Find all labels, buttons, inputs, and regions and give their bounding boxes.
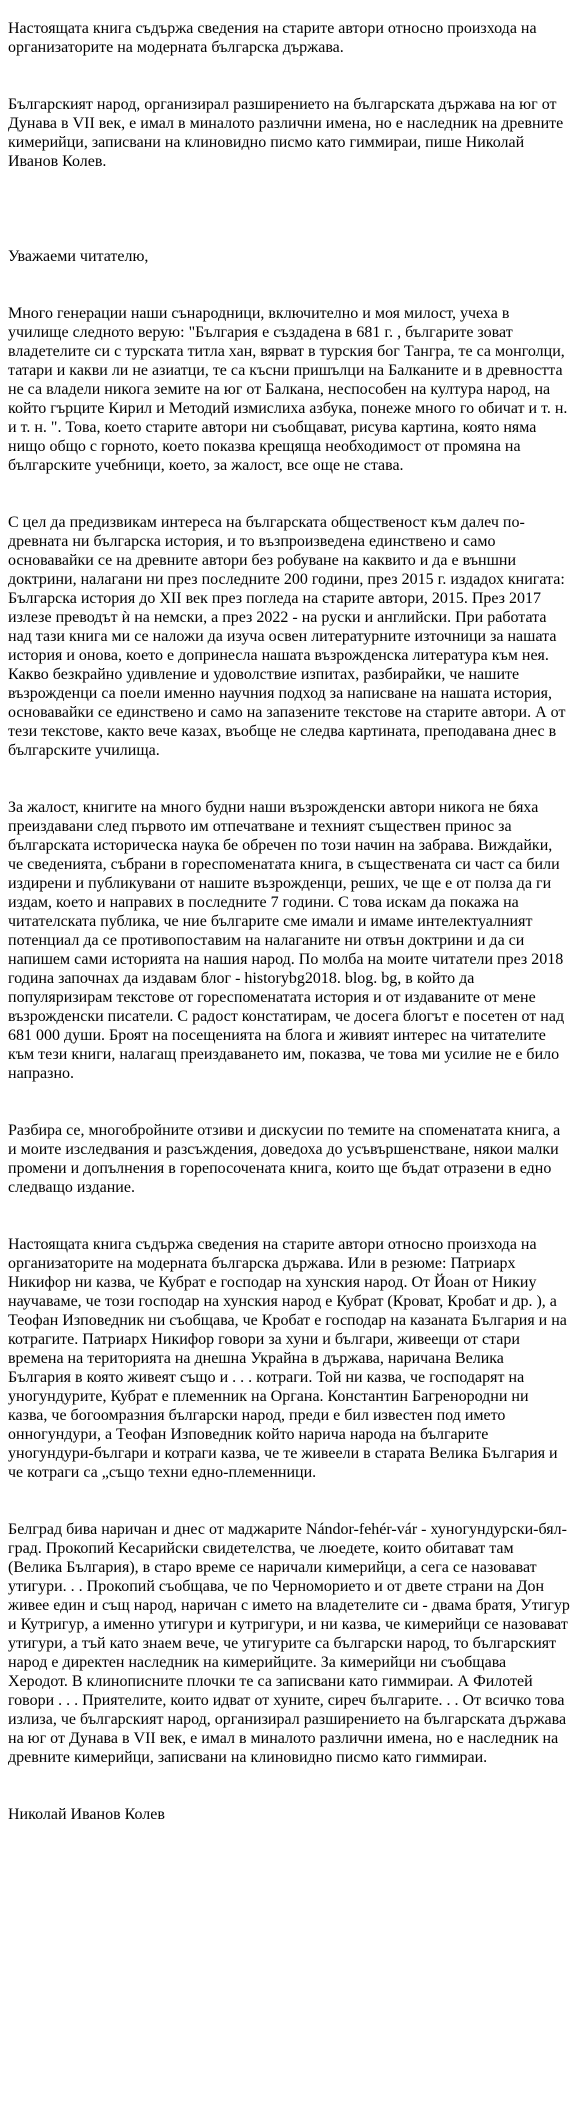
body-paragraph: Настоящата книга съдържа сведения на старите автори относно произхода на организаторите на модерната българска държава. Или в резюме: Патриарх Никифор ни казва, че Кубрат е господар на хунския народ. От Йоан от Никиу научаваме, че този господар на хунския народ е Кубрат (Кроват, Кробат и др. ), а Теофан Изповедник ни съобщава, че Кробат е господар на казаната България и на котрагите. Патриарх Никифор говори за хуни и българи, живеещи от стари времена на територията на днешна Украйна в държава, наричана Велика България в която живеят също и . . . котраги. Той ни казва, че господарят на уногундурите, Кубрат е племенник на Органа. Константин Багренородни ни казва, че богоомразния български народ, преди е бил известен под името онногундури, а Теофан Изповедник който нарича народа на българите уногундури-българи и котраги казва, че те живеели в старата Велика България и че котраги са „също техни едно-племенници.: [8, 1236, 567, 1481]
salutation: Уважаеми читателю,: [8, 248, 149, 265]
intro-summary: Настоящата книга съдържа сведения на старите автори относно произхода на организаторите на модерната българска държава.: [8, 20, 537, 56]
body-paragraph: Разбира се, многобройните отзиви и дискусии по темите на споменатата книга, а и моите изследвания и разсъждения, доведоха до усъвършенстване, някои малки промени и допълнения в горепосочената книга, които ще бъдат отразени в едно следващо издание.: [8, 1122, 561, 1196]
body-paragraph: Белград бива наричан и днес от маджарите Nándor-fehér-vár - хуногундурски-бял-град. Прокопий Кесарийски свидетелства, че люедете, които обитават там (Велика България), в старо време се наричали кимерийци, а сега се назовават утигури. . . Прокопий съобщава, че по Черноморието и от двете страни на Дон живее един и същ народ, наричан с името на владетелите си - двама братя, Утигур и Кутригур, а именно утигури и кутригури, и ни казва, че кимерийци се назовават утигури, а тъй като знаем вече, че утигурите са български народ, то българският народ е директен наследник на кимерийците. За кимерийци ни съобщава Херодот. В клинописните плочки те са записвани като гиммираи. А Филотей говори . . . Приятелите, които идват от хуните, сиреч българите. . . От всичко това излиза, че българският народ, организирал разширението на българската държава на юг от Дунава в VII век, е имал в миналото различни имена, но е наследник на древните кимерийци, записвани на клиновидно писмо като гиммираи.: [8, 1521, 570, 1766]
body-paragraph: За жалост, книгите на много будни наши възрожденски автори никога не бяха преиздавани след първото им отпечатване и техният съществен принос за българската историческа наука бе обречен по този начин на забрава. Виждайки, че сведенията, събрани в гореспоменатата книга, в съществената си част са били издирени и публикувани от нашите възрожденци, реших, че ще е от полза да ги издам, което и направих в последните 7 години. С това искам да покажа на читателската публика, че ние българите сме имали и имаме интелектуалният потенциал да се противопоставим на налаганите ни отвън доктрини и да си напишем сами историята на нашия народ. По молба на моите читатели през 2018 година започнах да издавам блог - historybg2018. blog. bg, в който да популяризирам текстове от гореспоменатата история и от издаваните от мене възрожденски писатели. С радост констатирам, че досега блогът е посетен от над 681 000 души. Броят на посещенията на блога и живият интерес на читателите към тези книги, налагащ преиздаването им, показва, че това ми усилие не е било напразно.: [8, 799, 565, 1082]
intro-abstract: Българският народ, организирал разширението на българската държава на юг от Дунава в VII век, е имал в миналото различни имена, но е наследник на древните кимерийци, записвани на клиновидно писмо като гиммираи, пише Николай Иванов Колев.: [8, 96, 564, 170]
author-signature: Николай Иванов Колев: [8, 1806, 165, 1823]
body-paragraph: Много генерации наши сънародници, включително и моя милост, учеха в училище следното верую: "България е създадена в 681 г. , българите зоват владетелите си с турската титла хан, вярват в турския бог Тангра, те са монголци, татари и какви ли не азиатци, те са късни пришълци на Балканите и в древността не са владели никога земите на юг от Балкана, неспособен на култура народ, на който гърците Кирил и Методий измислиха азбука, понеже много го обичат и т. н. и т. н. ". Това, което старите автори ни съобщават, рисува картина, която няма нищо общо с горното, което показва крещяща необходимост от промяна на българските учебници, което, за жалост, все още не става.: [8, 305, 568, 474]
body-paragraph: С цел да предизвикам интереса на българската общественост към далеч по-древната ни българска история, и то възпроизведена единствено и само основавайки се на древните автори без робуване на каквито и да е външни доктрини, налагани ни през последните 200 години, през 2015 г. издадох книгата: Българска история до XII век през погледа на старите автори, 2015. През 2017 излезе преводът ѝ на немски, а през 2022 - на руски и английски. При работата над тази книга ми се наложи да изуча освен литературните източници за нашата история и онова, което е допринесла нашата възрожденска литература към нея. Какво безкрайно удивление и удоволствие изпитах, разбирайки, че нашите възрожденци са поели именно научния подход за написване на нашата история, основавайки се единствено и само на запазените текстове на старите автори. А от тези текстове, както вече казах, въобще не следва картината, преподавана днес в българските училища.: [8, 514, 566, 759]
